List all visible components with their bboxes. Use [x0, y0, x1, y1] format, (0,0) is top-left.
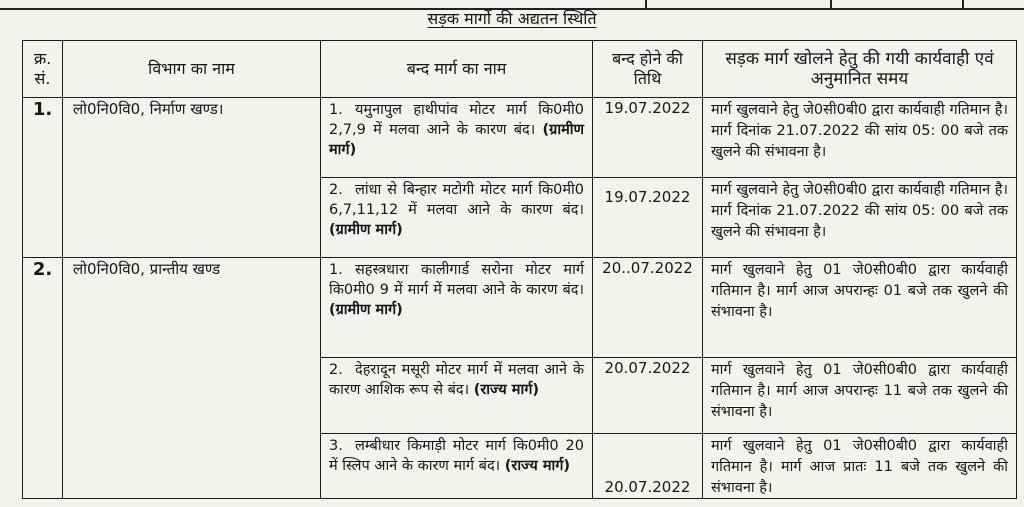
route-number: 2.	[329, 362, 343, 378]
road-type: (राज्य मार्ग)	[473, 382, 539, 398]
closure-date: 20.07.2022	[593, 434, 703, 499]
route-number: 1.	[329, 262, 343, 278]
header-closure-date: बन्द होने की तिथि	[593, 41, 703, 98]
route-cell	[321, 258, 593, 358]
table-caption	[0, 9, 1024, 29]
road-type: (ग्रामीण मार्ग)	[329, 302, 403, 318]
route-number: 2.	[329, 182, 343, 198]
route-number: 3.	[329, 438, 343, 454]
table-row	[23, 258, 1017, 358]
closure-date: 20..07.2022	[593, 258, 703, 358]
action-text: मार्ग खुलवाने हेतु जे0सी0बी0 द्वारा कार्यवाही गतिमान है। मार्ग दिनांक 21.07.2022 की सांय 05: 00 बजे तक खुलने की संभावना है।	[703, 98, 1017, 178]
route-text: लांधा से बिन्हार मटोगी मोटर मार्ग कि0मी0 6,7,11,12 में मलवा आने के कारण बंद।	[329, 182, 584, 218]
header-row	[23, 41, 1017, 98]
department-name: लो0नि0वि0, प्रान्तीय खण्ड	[63, 258, 321, 499]
action-text: मार्ग खुलवाने हेतु 01 जे0सी0बी0 द्वारा कार्यवाही गतिमान है। मार्ग आज अपरान्हः 11 बजे तक खुलने की संभावना है।	[703, 358, 1017, 434]
action-text: मार्ग खुलवाने हेतु जे0सी0बी0 द्वारा कार्यवाही गतिमान है। मार्ग दिनांक 21.07.2022 की सांय 05: 00 बजे तक खुलने की संभावना है।	[703, 178, 1017, 258]
header-action: सड़क मार्ग खोलने हेतु की गयी कार्यवाही एवं अनुमानित समय	[703, 41, 1017, 98]
road-type: (ग्रामीण मार्ग)	[329, 222, 403, 238]
serial-number: 2.	[23, 258, 63, 499]
header-route: बन्द मार्ग का नाम	[321, 41, 593, 98]
action-text: मार्ग खुलवाने हेतु 01 जे0सी0बी0 द्वारा कार्यवाही गतिमान है। मार्ग आज अपरान्हः 01 बजे तक खुलने की संभावना है।	[703, 258, 1017, 358]
action-cell	[703, 434, 1017, 499]
caption-text: सड़क मार्गो की अद्यतन स्थिति	[427, 9, 597, 28]
closure-date: 20.07.2022	[593, 358, 703, 434]
route-text: यमुनापुल हाथीपांव मोटर मार्ग कि0मी0 2,7,9 में मलवा आने के कारण बंद।	[329, 102, 584, 138]
road-status-table	[22, 40, 1017, 499]
top-border-divider	[962, 0, 964, 8]
header-serial: क्र. सं.	[23, 41, 63, 98]
road-type: (राज्य मार्ग)	[504, 458, 571, 474]
route-text: लम्बीधार किमाड़ी मोटर मार्ग कि0मी0 20 में स्लिप आने के कारण मार्ग बंद।	[329, 438, 584, 474]
serial-number: 1.	[23, 98, 63, 258]
route-text: देहरादून मसूरी मोटर मार्ग में मलवा आने के कारण आशिक रूप से बंद।	[329, 362, 584, 398]
route-cell	[321, 178, 593, 258]
road-type: (ग्रामीण मार्ग)	[329, 122, 584, 158]
route-cell	[321, 434, 593, 499]
table-row	[23, 98, 1017, 178]
action-text: मार्ग खुलवाने हेतु 01 जे0सी0बी0 द्वारा कार्यवाही गतिमान है। मार्ग आज प्रातः 11 बजे तक खुलने की संभावना है।	[711, 438, 1008, 496]
route-cell	[321, 358, 593, 434]
top-border-divider	[645, 0, 647, 8]
department-name: लो0नि0वि0, निर्माण खण्ड।	[63, 98, 321, 258]
route-text: सहस्त्रधारा कालीगार्ड सरोना मोटर मार्ग कि0मी0 9 में मार्ग में मलवा आने के कारण बंद।	[329, 262, 584, 298]
route-clip	[329, 436, 584, 496]
route-number: 1.	[329, 102, 343, 118]
route-cell	[321, 98, 593, 178]
closure-date: 19.07.2022	[593, 98, 703, 178]
header-department: विभाग का नाम	[63, 41, 321, 98]
top-border-divider	[830, 0, 832, 8]
closure-date: 19.07.2022	[593, 178, 703, 258]
